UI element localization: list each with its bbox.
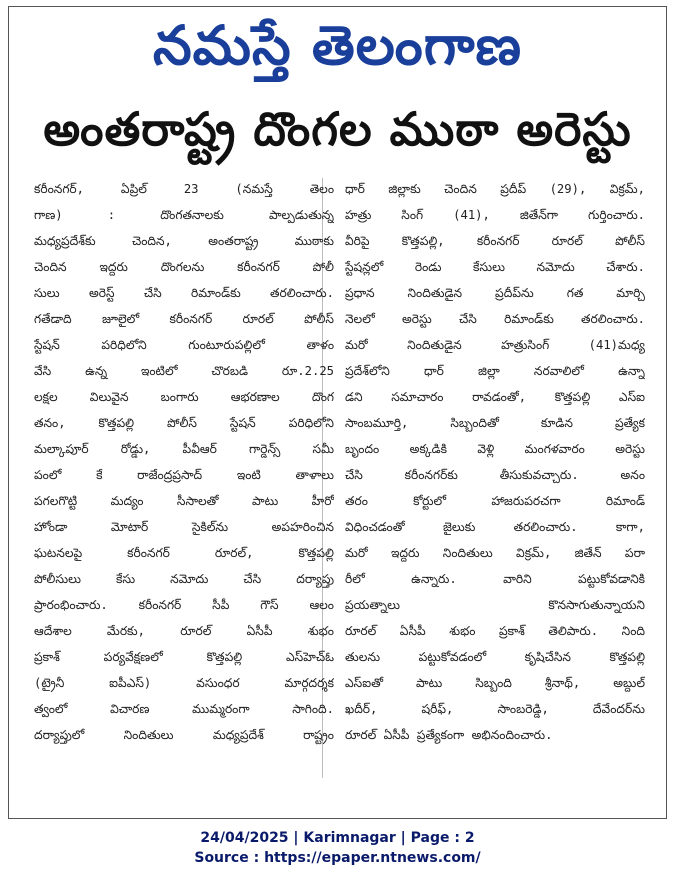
text-line: మల్కాపూర్ రోడ్డు, పీవీఆర్ గార్డెన్స్ సమీ	[34, 442, 334, 456]
text-line: రూరల్ ఏసీపీ శుభం ప్రకాశ్ తెలిపారు. నింది	[345, 624, 645, 638]
text-line: గాణ) : దొంగతనాలకు పాల్పడుతున్న	[34, 208, 334, 222]
clipping-footer	[0, 828, 675, 868]
text-line: దర్యాప్తులో నిందితులు మధ్యప్రదేశ్ రాష్ట్రం	[34, 728, 334, 742]
text-line: పగలగొట్టి మద్యం సీసాలతో పాటు హీరో	[34, 494, 334, 508]
text-line: మధ్యప్రదేశ్‌కు చెందిన, అంతరాష్ట్ర ముఠాకు	[34, 234, 334, 248]
text-line: ప్రదేశ్‌లోని ధార్ జిల్లా నరవాలిలో ఉన్నా	[345, 364, 645, 378]
text-line: హత్రు సింగ్ (41), జితేన్‌గా గుర్తించారు.	[345, 208, 645, 222]
text-line: పంలో కే రాజేంద్రప్రసాద్ ఇంటి తాళాలు	[34, 468, 334, 482]
text-line: మరో ఇద్దరు నిందితులు విక్రమ్, జితేన్ పరా	[345, 546, 645, 560]
article-body	[22, 176, 657, 856]
text-line: రూరల్ ఏసీపీ ప్రత్యేకంగా అభినందించారు.	[345, 728, 553, 742]
text-line: బృందం అక్కడికి వెళ్లి మంగళవారం అరెస్టు	[345, 442, 645, 456]
text-line: ఖదీర్, షరీఫ్, సాంబరెడ్డి, దేవేందర్‌ను	[345, 702, 645, 716]
text-line: ధార్ జిల్లాకు చెందిన ప్రదీప్ (29), విక్రమ్,	[345, 182, 645, 196]
text-line: కరీంనగర్, ఏప్రిల్ 23 (నమస్తే తెలం	[34, 182, 334, 196]
text-line: (ట్రైనీ ఐపీఎస్) వసుంధర మార్గదర్శక	[34, 676, 334, 690]
text-line: విధించడంతో జైలుకు తరలించారు. కాగా,	[345, 520, 645, 534]
text-line: త్వంలో విచారణ ముమ్మరంగా సాగింది.	[34, 702, 334, 716]
text-line: స్టేషన్లలో రెండు కేసులు నమోదు చేశారు.	[345, 260, 645, 274]
left-column	[34, 176, 334, 748]
article-headline: అంతరాష్ట్ర దొంగల ముఠా అరెస్టు	[43, 102, 632, 156]
text-line: చేసి కరీంనగర్‌కు తీసుకువచ్చారు. అనం	[345, 468, 645, 482]
text-line: వేసి ఉన్న ఇంటిలో చొరబడి రూ.2.25	[34, 364, 334, 378]
right-column	[345, 176, 645, 748]
text-line: సులు అరెస్ట్ చేసి రిమాండ్‌కు తరలించారు.	[34, 286, 334, 300]
text-line: ప్రారంభించారు. కరీంనగర్ సీపీ గౌస్ ఆలం	[34, 598, 334, 612]
text-line: తరం కోర్టులో హాజరుపరచగా రిమాండ్	[345, 494, 645, 508]
text-line: ప్రయత్నాలు కొనసాగుతున్నాయని	[345, 598, 645, 612]
text-line: తులను పట్టుకోవడంలో కృషిచేసిన కొత్తపల్లి	[345, 650, 645, 664]
text-line: స్టేషన్ పరిధిలోని గుంటూరుపల్లిలో తాళం	[34, 338, 334, 352]
text-line: హోండా మోటార్ సైకిల్‌ను అపహరించిన	[34, 520, 334, 534]
text-line: పోలీసులు కేసు నమోదు చేసి దర్యాప్తు	[34, 572, 334, 586]
text-line: ఎస్ఐతో పాటు సిబ్బంది శ్రీనాథ్, అబ్దుల్	[345, 676, 645, 690]
text-line: రీలో ఉన్నారు. వారిని పట్టుకోవడానికి	[345, 572, 645, 586]
text-line: ఆదేశాల మేరకు, రూరల్ ఏసీపీ శుభం	[34, 624, 334, 638]
text-line: ప్రధాన నిందితుడైన ప్రదీప్‌ను గత మార్చి	[345, 286, 645, 300]
footer-date-edition: 24/04/2025 | Karimnagar | Page : 2	[200, 830, 475, 846]
text-line: తనం, కొత్తపల్లి పోలీస్ స్టేషన్ పరిధిలోని	[34, 416, 334, 430]
text-line: నెలలో అరెస్టు చేసి రిమాండ్‌కు తరలించారు.	[345, 312, 645, 326]
text-line: మరో నిందితుడైన హత్రుసింగ్ (41)మధ్య	[345, 338, 645, 352]
text-line: ఘటనలపై కరీంనగర్ రూరల్, కొత్తపల్లి	[34, 546, 334, 560]
text-line: వీరిపై కొత్తపల్లి, కరీంనగర్ రూరల్ పోలీస్	[345, 234, 645, 248]
text-line: డని సమాచారం రావడంతో, కొత్తపల్లి ఎస్ఐ	[345, 390, 645, 404]
text-line: చెందిన ఇద్దరు దొంగలను కరీంనగర్ పోలీ	[34, 260, 334, 274]
text-line: గతేడాది జూలైలో కరీంనగర్ రూరల్ పోలీస్	[34, 312, 334, 326]
text-line: ప్రకాశ్ పర్యవేక్షణలో కొత్తపల్లి ఎస్‌హెచ్‌ఓ	[34, 650, 334, 664]
text-line: లక్షల విలువైన బంగారు ఆభరణాల దొంగ	[34, 390, 334, 404]
footer-source: Source : https://epaper.ntnews.com/	[194, 850, 481, 866]
newspaper-masthead: నమస్తే తెలంగాణ	[152, 14, 522, 77]
text-line: సాంబమూర్తి, సిబ్బందితో కూడిన ప్రత్యేక	[345, 416, 645, 430]
